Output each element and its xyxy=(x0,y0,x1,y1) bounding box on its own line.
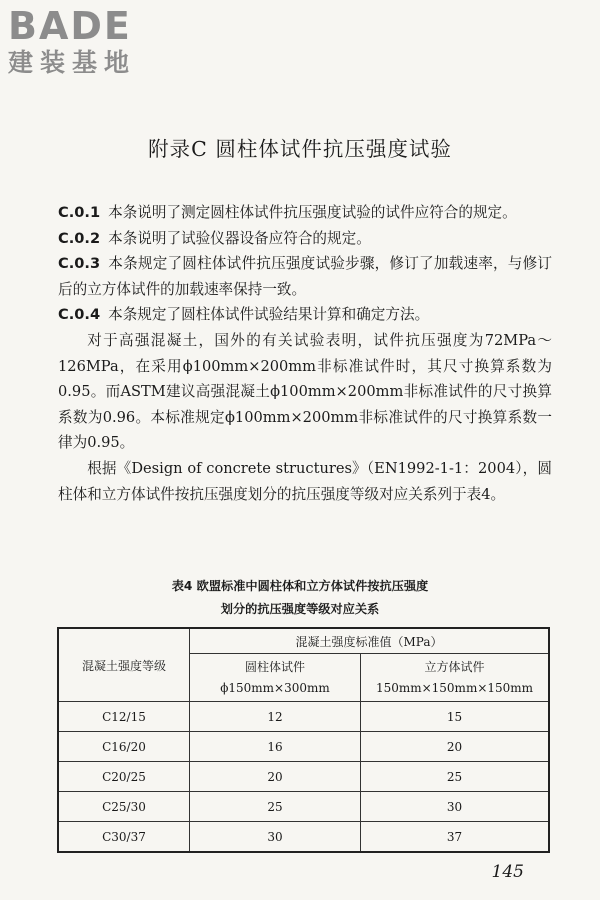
clause-text: 本条说明了测定圆柱体试件抗压强度试验的试件应符合的规定。 xyxy=(108,204,517,221)
table-caption-line2: 划分的抗压强度等级对应关系 xyxy=(220,602,380,616)
bade-logo xyxy=(8,6,136,78)
grade-cell: C12/15 xyxy=(58,702,190,732)
clause-text: 本条规定了圆柱体试件试验结果计算和确定方法。 xyxy=(108,306,430,324)
table-row xyxy=(58,762,549,792)
clause-c03 xyxy=(58,251,552,302)
clause-id: C.0.4 xyxy=(58,306,101,324)
appendix-body xyxy=(58,200,552,507)
cylinder-header-size: ϕ150mm×300mm xyxy=(220,680,330,695)
clause-c04 xyxy=(58,302,552,328)
table-row xyxy=(58,792,549,822)
table-caption-line1: 表4 欧盟标准中圆柱体和立方体试件按抗压强度 xyxy=(171,579,429,593)
cylinder-value-cell: 25 xyxy=(190,792,361,822)
paragraph-high-strength: 对于高强混凝土，国外的有关试验表明，试件抗压强度为72MPa～126MPa，在采用ϕ100mm×200mm非标准试件时，其尺寸换算系数为0.95。而ASTM建议高强混凝土ϕ100mm×200mm非标准试件的尺寸换算系数为0.96。本标准规定ϕ100mm×200mm非标准试件的尺寸换算系数一律为0.95。 xyxy=(58,331,552,452)
grade-cell: C25/30 xyxy=(58,792,190,822)
cylinder-value-cell: 12 xyxy=(190,702,361,732)
cube-header-size: 150mm×150mm×150mm xyxy=(375,680,534,695)
paragraph-reference: 根据《Design of concrete structures》（EN1992-1-1：2004），圆柱体和立方体试件按抗压强度划分的抗压强度等级对应关系列于表4。 xyxy=(58,459,552,503)
cylinder-header-cell xyxy=(190,654,361,702)
clause-id: C.0.2 xyxy=(58,229,101,247)
cylinder-header-name: 圆柱体试件 xyxy=(244,659,305,674)
cube-value-cell: 37 xyxy=(361,822,550,853)
clause-text: 本条规定了圆柱体试件抗压强度试验步骤，修订了加载速率，与修订后的立方体试件的加载速率保持一致。 xyxy=(58,255,552,298)
table-row xyxy=(58,732,549,762)
cube-header-cell xyxy=(361,654,550,702)
cube-value-cell: 25 xyxy=(361,762,550,792)
cylinder-value-cell: 16 xyxy=(190,732,361,762)
strength-grade-table xyxy=(57,627,550,853)
cube-value-cell: 20 xyxy=(361,732,550,762)
row-header-cell: 混凝土强度等级 xyxy=(58,628,190,702)
cube-value-cell: 15 xyxy=(361,702,550,732)
table-row xyxy=(58,822,549,853)
clause-text: 本条说明了试验仪器设备应符合的规定。 xyxy=(108,229,371,247)
cube-header-name: 立方体试件 xyxy=(424,659,485,674)
logo-subtitle: 建装基地 xyxy=(8,48,137,77)
table-row xyxy=(58,702,549,732)
grade-cell: C30/37 xyxy=(58,822,190,853)
clause-c02 xyxy=(58,226,552,252)
clause-c01 xyxy=(58,200,552,226)
page-number: 145 xyxy=(491,862,524,882)
appendix-title: 附录C 圆柱体试件抗压强度试验 xyxy=(148,137,452,161)
clause-id: C.0.3 xyxy=(58,255,101,273)
group-header-cell: 混凝土强度标准值（MPa） xyxy=(190,628,550,654)
grade-cell: C16/20 xyxy=(58,732,190,762)
logo-wordmark: BADE xyxy=(8,4,132,48)
cube-value-cell: 30 xyxy=(361,792,550,822)
grade-cell: C20/25 xyxy=(58,762,190,792)
clause-id: C.0.1 xyxy=(58,204,101,221)
cylinder-value-cell: 20 xyxy=(190,762,361,792)
cylinder-value-cell: 30 xyxy=(190,822,361,853)
